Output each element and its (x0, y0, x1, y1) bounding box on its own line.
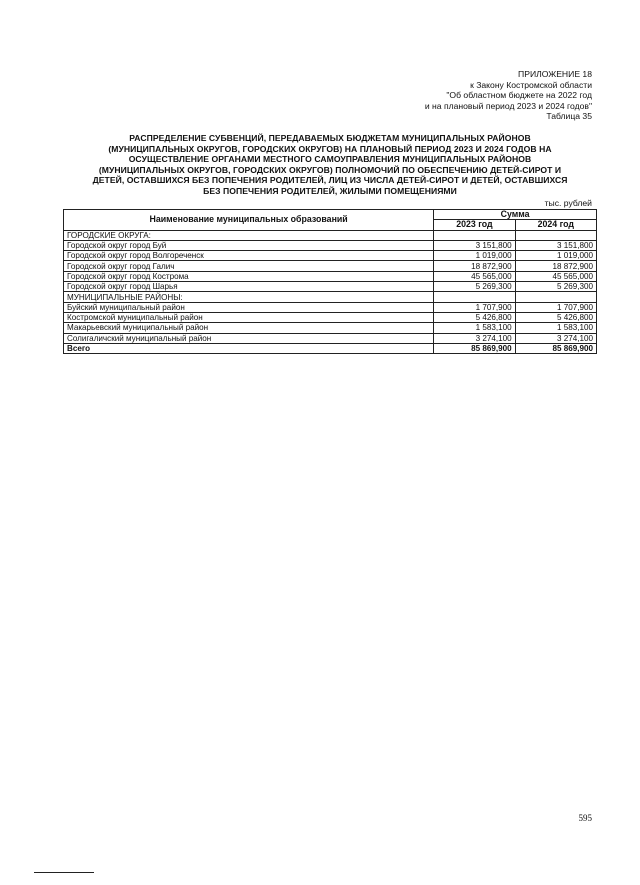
row-value-2023: 5 426,800 (434, 312, 515, 322)
total-value-2023: 85 869,900 (434, 343, 515, 353)
row-value-2024 (515, 292, 596, 302)
table-row (64, 271, 597, 281)
row-value-2023 (434, 292, 515, 302)
row-name: Солигаличский муниципальный район (64, 333, 434, 343)
page-number: 595 (578, 813, 592, 823)
row-value-2024: 45 565,000 (515, 271, 596, 281)
appendix-line: Таблица 35 (546, 111, 592, 122)
appendix-header (425, 69, 592, 122)
table-row (64, 282, 597, 292)
row-value-2023: 18 872,900 (434, 261, 515, 271)
title-line: ДЕТЕЙ, ОСТАВШИХСЯ БЕЗ ПОПЕЧЕНИЯ РОДИТЕЛЕЙ, ЛИЦ ИЗ ЧИСЛА ДЕТЕЙ-СИРОТ И ДЕТЕЙ, ОСТАВШИХСЯ (92, 175, 568, 186)
footnote-divider (34, 872, 94, 873)
row-name: МУНИЦИПАЛЬНЫЕ РАЙОНЫ: (64, 292, 434, 302)
row-name: Городской округ город Шарья (64, 282, 434, 292)
row-name: ГОРОДСКИЕ ОКРУГА: (64, 230, 434, 240)
header-year-2024: 2024 год (515, 220, 596, 230)
row-value-2024 (515, 230, 596, 240)
table-row (64, 323, 597, 333)
row-value-2024: 3 274,100 (515, 333, 596, 343)
row-value-2024: 1 707,900 (515, 302, 596, 312)
table-row (64, 240, 597, 250)
table-row-group (64, 230, 597, 240)
row-value-2023: 1 583,100 (434, 323, 515, 333)
table-row (64, 302, 597, 312)
row-value-2023: 3 274,100 (434, 333, 515, 343)
row-name: Городской округ город Галич (64, 261, 434, 271)
row-name: Городской округ город Волгореченск (64, 251, 434, 261)
units-label: тыс. рублей (544, 198, 592, 208)
row-value-2023: 5 269,300 (434, 282, 515, 292)
table-row-group (64, 292, 597, 302)
row-value-2023: 1 019,000 (434, 251, 515, 261)
appendix-line: к Закону Костромской области (470, 79, 592, 90)
title-line: РАСПРЕДЕЛЕНИЕ СУБВЕНЦИЙ, ПЕРЕДАВАЕМЫХ БЮДЖЕТАМ МУНИЦИПАЛЬНЫХ РАЙОНОВ (129, 133, 531, 143)
row-value-2023: 1 707,900 (434, 302, 515, 312)
title-line: БЕЗ ПОПЕЧЕНИЯ РОДИТЕЛЕЙ, ЖИЛЫМИ ПОМЕЩЕНИЯМИ (203, 185, 457, 196)
title-line: (МУНИЦИПАЛЬНЫХ ОКРУГОВ, ГОРОДСКИХ ОКРУГОВ) ПОЛНОМОЧИЙ ПО ОБЕСПЕЧЕНИЮ ДЕТЕЙ-СИРОТ И (98, 164, 562, 175)
total-value-2024: 85 869,900 (515, 343, 596, 353)
row-name: Городской округ город Буй (64, 240, 434, 250)
total-name: Всего (64, 343, 434, 353)
row-value-2023: 3 151,800 (434, 240, 515, 250)
subsidy-table (63, 209, 597, 354)
header-name: Наименование муниципальных образований (64, 210, 434, 231)
row-value-2024: 1 019,000 (515, 251, 596, 261)
header-year-2023: 2023 год (434, 220, 515, 230)
row-value-2023: 45 565,000 (434, 271, 515, 281)
row-value-2024: 18 872,900 (515, 261, 596, 271)
table-row (64, 251, 597, 261)
row-value-2024: 1 583,100 (515, 323, 596, 333)
table-row-total (64, 343, 597, 353)
table-row (64, 312, 597, 322)
row-name: Макарьевский муниципальный район (64, 323, 434, 333)
row-value-2023 (434, 230, 515, 240)
table-row (64, 261, 597, 271)
row-value-2024: 3 151,800 (515, 240, 596, 250)
row-name: Костромской муниципальный район (64, 312, 434, 322)
row-name: Буйский муниципальный район (64, 302, 434, 312)
appendix-line: "Об областном бюджете на 2022 год (446, 90, 592, 101)
title-line: (МУНИЦИПАЛЬНЫХ ОКРУГОВ, ГОРОДСКИХ ОКРУГОВ) НА ПЛАНОВЫЙ ПЕРИОД 2023 И 2024 ГОДОВ НА (108, 143, 552, 154)
row-name: Городской округ город Кострома (64, 271, 434, 281)
row-value-2024: 5 269,300 (515, 282, 596, 292)
table-row (64, 333, 597, 343)
row-value-2024: 5 426,800 (515, 312, 596, 322)
appendix-line: ПРИЛОЖЕНИЕ 18 (518, 69, 592, 79)
document-title (64, 133, 596, 197)
header-sum: Сумма (434, 210, 597, 220)
appendix-line: и на плановый период 2023 и 2024 годов" (424, 100, 592, 111)
title-line: ОСУЩЕСТВЛЕНИЕ ОРГАНАМИ МЕСТНОГО САМОУПРАВЛЕНИЯ МУНИЦИПАЛЬНЫХ РАЙОНОВ (128, 154, 532, 165)
